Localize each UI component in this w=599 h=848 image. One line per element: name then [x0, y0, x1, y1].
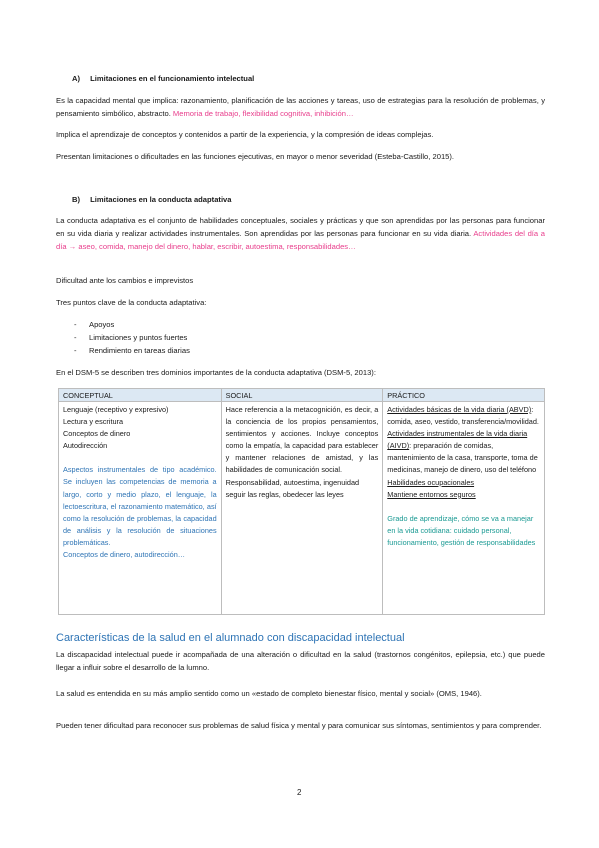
section-b-title: Limitaciones en la conducta adaptativa	[90, 195, 232, 204]
section-a-letter: A)	[72, 74, 81, 83]
section-a-paragraph-1	[56, 94, 545, 120]
section-a-p1-highlight: Memoria de trabajo, flexibilidad cognitiva, inhibición…	[172, 109, 354, 119]
section-b-paragraph-3: Tres puntos clave de la conducta adaptativa:	[56, 298, 207, 307]
conceptual-item: Autodirección	[63, 441, 108, 451]
cell-social	[221, 402, 383, 615]
practico-note: Grado de aprendizaje, cómo se va a manejar en la vida cotidiana: cuidado personal, funcionamiento, gestión de responsabilidades	[387, 513, 536, 547]
conceptual-note-end: Conceptos de dinero, autodirección…	[63, 550, 186, 560]
cell-practico	[383, 402, 545, 615]
header-conceptual: CONCEPTUAL	[59, 389, 222, 402]
section-b-paragraph-1	[56, 214, 545, 254]
ocupacionales-label: Habilidades ocupacionales	[387, 477, 475, 487]
section-a-title: Limitaciones en el funcionamiento intelectual	[90, 74, 255, 83]
bullet-dash: -	[74, 320, 77, 329]
social-text: Hace referencia a la metacognición, es decir, a la conciencia de los propios pensamientos, sentimientos y acciones. Incluye conceptos como la empatía, la capacidad para establecer y mantener relaciones de amistad, y las habilidades de comunicación social.	[225, 405, 379, 475]
conceptual-item: Conceptos de dinero	[63, 429, 131, 439]
section-a-paragraph-2: Implica el aprendizaje de conceptos y contenidos a partir de la experiencia, y la compresión de ideas complejas.	[56, 130, 434, 139]
abvd-text: : comida, aseo, vestido, transferencia/movilidad.	[387, 405, 539, 427]
section-b-letter: B)	[72, 195, 81, 204]
social-text-2: Responsabilidad, autoestima, ingenuidad seguir las reglas, obedecer las leyes	[225, 477, 360, 499]
section-b-p1-text: La conducta adaptativa es el conjunto de habilidades conceptuales, sociales y prácticas y que son aprendidas por las personas para funcionar en su vida diaria y realizar actividades instrumentales. Son aprendidas por las personas para funcionar en su vida diaria.	[56, 216, 545, 239]
aivd-label: Actividades instrumentales de la vida diaria (AIVD)	[387, 429, 528, 451]
table-row	[59, 402, 545, 615]
section-salud-paragraph-2: La salud es entendida en su más amplio sentido como un «estado de completo bienestar físico, mental y social» (OMS, 1946).	[56, 689, 482, 698]
section-a-heading	[72, 74, 254, 83]
header-practico: PRÁCTICO	[383, 389, 545, 402]
bullet-dash: -	[74, 333, 77, 343]
section-salud-paragraph-1: La discapacidad intelectual puede ir acompañada de una alteración o dificultad en la salud (trastornos congénitos, epilepsia, etc.) que puede llegar a influir sobre el desarrollo de la lumno.	[56, 650, 545, 673]
section-b-p1-highlight: Actividades del día a día → aseo, comida, manejo del dinero, hablar, escribir, autoestima, responsabilidades…	[56, 229, 545, 252]
list-item	[56, 344, 545, 357]
section-b-paragraph-4: En el DSM-5 se describen tres dominios importantes de la conducta adaptativa (DSM-5, 2013):	[56, 368, 376, 377]
list-item-label: Limitaciones y puntos fuertes	[89, 333, 188, 343]
conceptual-item: Lectura y escritura	[63, 417, 124, 427]
section-salud-title: Características de la salud en el alumnado con discapacidad intelectual	[56, 632, 405, 644]
section-a-p1-text: Es la capacidad mental que implica: razonamiento, planificación de las acciones y tareas, uso de estrategias para la resolución de problemas, y pensamiento simbólico, abstracto.	[56, 96, 545, 119]
list-item	[56, 318, 545, 331]
header-social: SOCIAL	[221, 389, 383, 402]
list-item-label: Apoyos	[89, 320, 115, 329]
conceptual-note: Aspectos instrumentales de tipo académico. Se incluyen las competencias de memoria a largo, corto y medio plazo, el lenguaje, la lectoescritura, el razonamiento matemático, así como la resolución de problemas, la capacidad de análisis y la resolución de situaciones problemáticas.	[63, 465, 217, 547]
aivd-text: : preparación de comidas, mantenimiento de la casa, transporte, toma de medicinas, manejo de dinero, uso del teléfono	[387, 441, 538, 475]
section-b-heading	[72, 195, 232, 204]
page-number: 2	[297, 788, 302, 797]
cell-conceptual	[59, 402, 222, 615]
list-item	[56, 331, 545, 344]
key-points-list	[56, 318, 545, 358]
table-header-row	[59, 389, 545, 402]
bullet-dash: -	[74, 346, 77, 356]
section-b-paragraph-2: Dificultad ante los cambios e imprevistos	[56, 276, 194, 285]
abvd-label: Actividades básicas de la vida diaria (ABVD)	[387, 405, 532, 414]
seguros-label: Mantiene entornos seguros	[387, 489, 476, 499]
adaptive-domains-table	[58, 388, 545, 615]
conceptual-item: Lenguaje (receptivo y expresivo)	[63, 405, 169, 414]
list-item-label: Rendimiento en tareas diarias	[89, 346, 190, 356]
section-salud-paragraph-3: Pueden tener dificultad para reconocer sus problemas de salud física y mental y para comunicar sus síntomas, sentimientos y para comprender.	[56, 721, 542, 730]
section-a-paragraph-3: Presentan limitaciones o dificultades en las funciones ejecutivas, en mayor o menor severidad (Esteba-Castillo, 2015).	[56, 152, 455, 161]
